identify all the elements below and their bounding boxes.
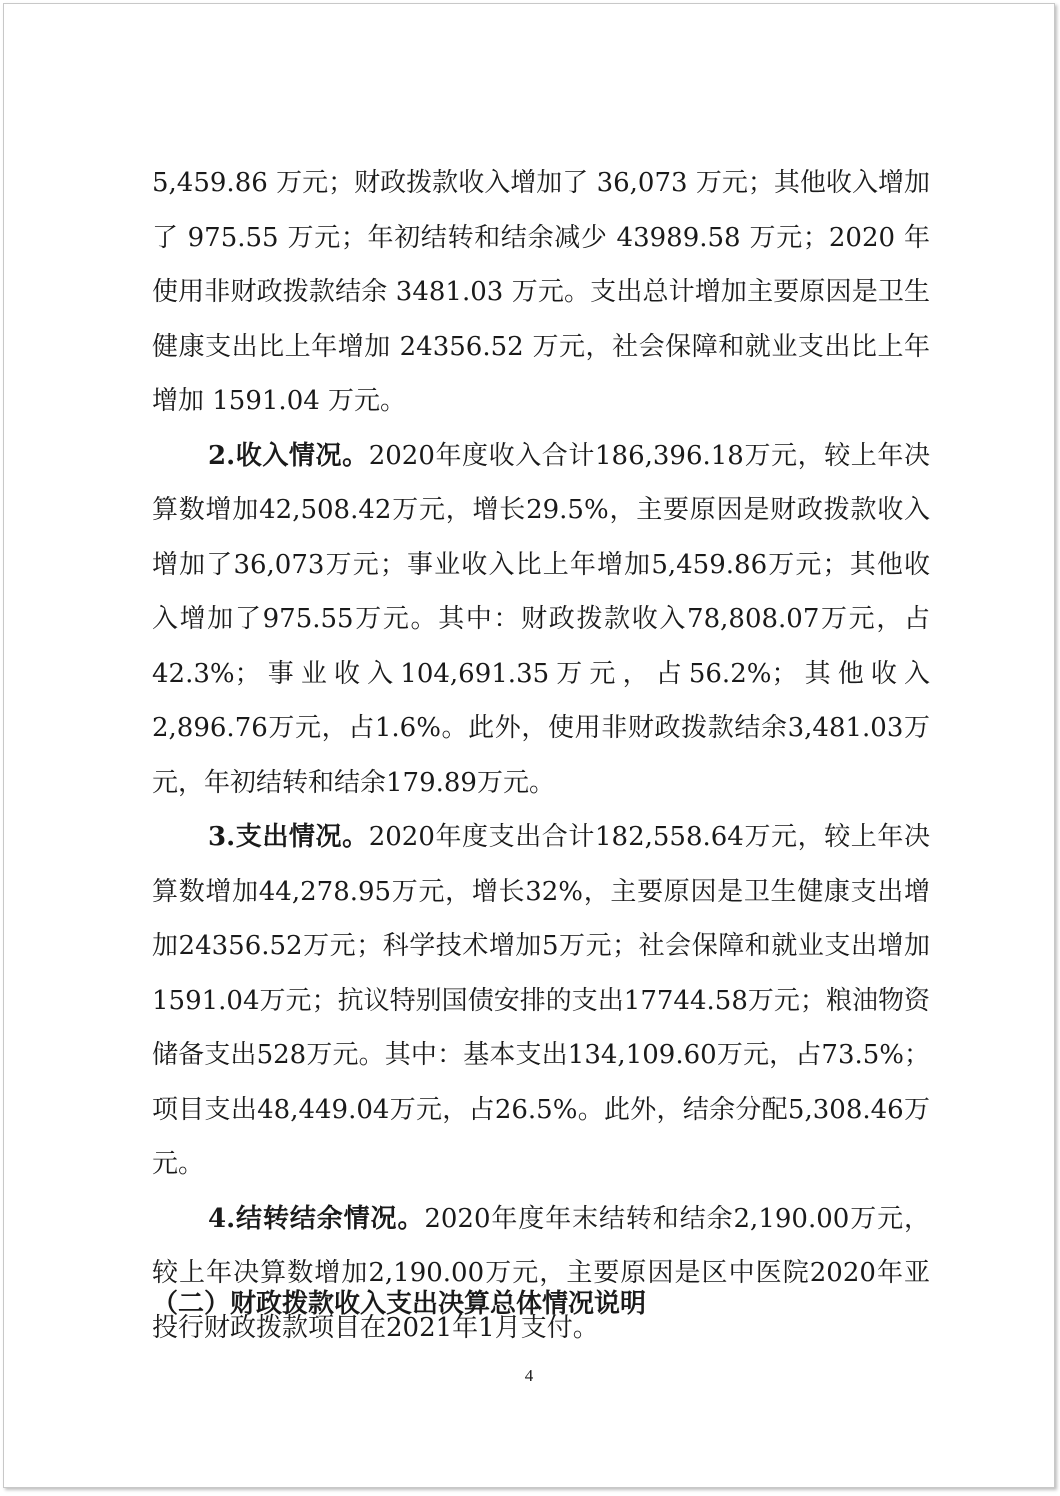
section-heading: （二）财政拨款收入支出决算总体情况说明 <box>152 1289 647 1319</box>
paragraph-text: 2020年度支出合计182,558.64万元，较上年决算数增加44,278.95万元，增长32%，主要原因是卫生健康支出增加24356.52万元；科学技术增加5万元；社会保障和就业支出增加1591.04万元；抗议特别国债安排的支出17744.58万元；粮油物资储备支出528万元。其中：基本支出134,109.60万元，占73.5%；项目支出48,449.04万元，占26.5%。此外，结余分配5,308.46万元。 <box>152 822 930 1179</box>
paragraph-text: 2020年度年末结转和结余2,190.00万元，较上年决算数增加2,190.00万元，主要原因是区中医院2020年亚投行财政拨款项目在2021年1月支付。 <box>152 1203 930 1343</box>
paragraph-text: 2020年度收入合计186,396.18万元，较上年决算数增加42,508.42万元，增长29.5%，主要原因是财政拨款收入增加了36,073万元；事业收入比上年增加5,459.86万元；其他收入增加了975.55万元。其中：财政拨款收入78,808.07万元，占42.3%；事业收入104,691.35万元，占56.2%；其他收入2,896.76万元，占1.6%。此外，使用非财政拨款结余3,481.03万元，年初结转和结余179.89万元。 <box>152 440 930 798</box>
paragraph-heading: 2.收入情况。 <box>208 440 369 471</box>
document-page <box>3 3 1055 1488</box>
paragraph-heading: 4.结转结余情况。 <box>208 1203 425 1234</box>
paragraph-income <box>152 429 930 811</box>
paragraph-text: 5,459.86 万元；财政拨款收入增加了 36,073 万元；其他收入增加了 975.55 万元；年初结转和结余减少 43989.58 万元；2020 年使用非财政拨款结余 3481.03 万元。支出总计增加主要原因是卫生健康支出比上年增加 24356.52 万元，社会保障和就业支出比上年增加 1591.04 万元。 <box>152 168 930 416</box>
paragraph-heading: 3.支出情况。 <box>208 822 369 852</box>
page-number: 4 <box>524 1366 534 1385</box>
body-text <box>152 156 930 1355</box>
paragraph-continuation <box>152 156 930 429</box>
paragraph-expenditure <box>152 810 930 1192</box>
